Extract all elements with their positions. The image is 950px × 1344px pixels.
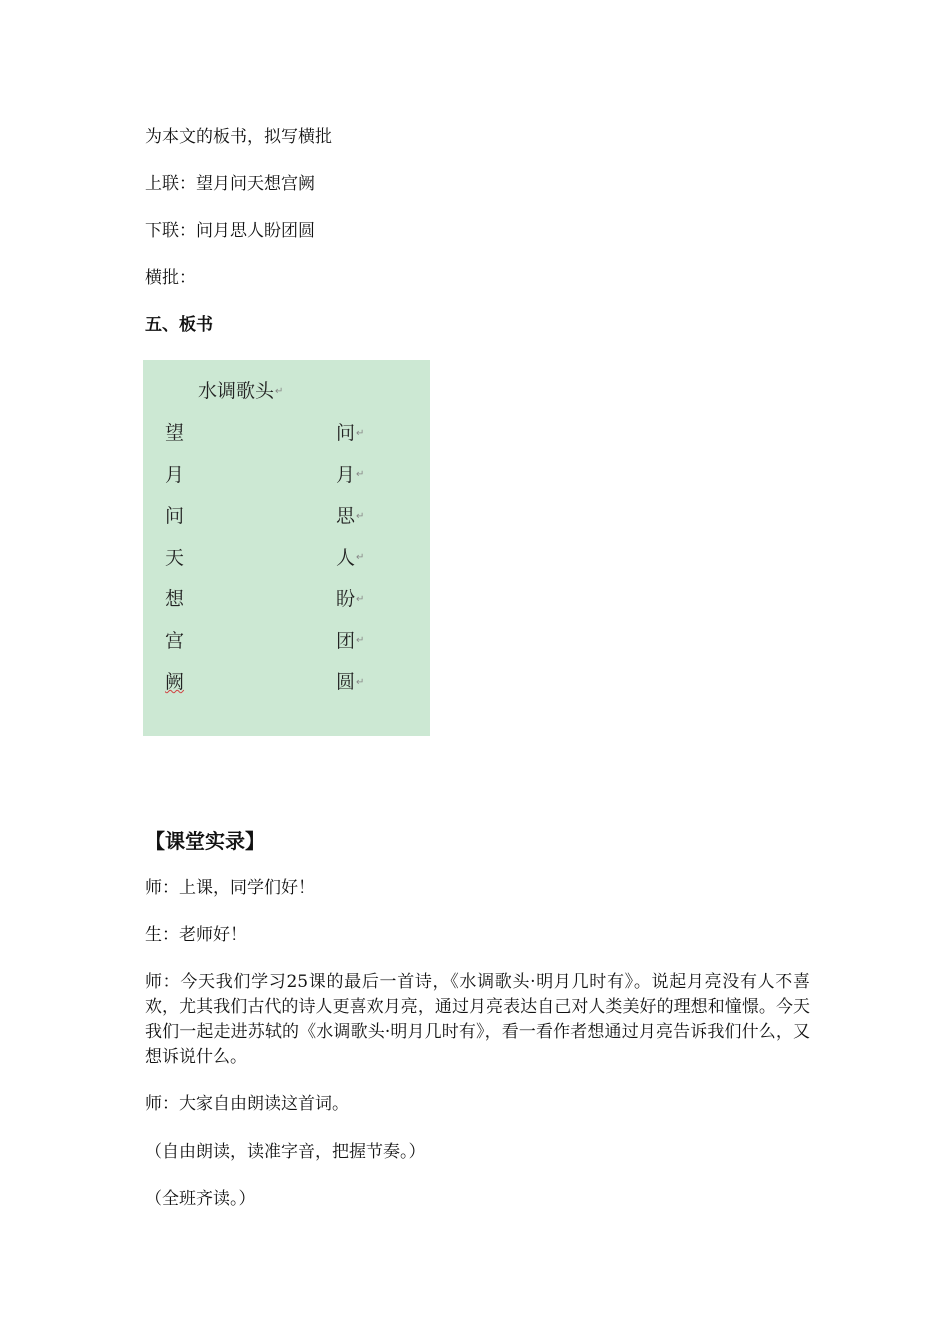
board-right-column	[336, 418, 376, 709]
board-left-char-text: 宫	[165, 629, 185, 652]
record-line-4: 师：大家自由朗读这首词。	[145, 1094, 349, 1114]
board-left-char	[165, 460, 205, 502]
board-right-char-text: 团	[336, 629, 356, 652]
board-title	[198, 378, 283, 405]
board-left-char	[165, 501, 205, 543]
board-right-char-text: 圆	[336, 671, 356, 693]
board-left-char-text: 阙	[165, 671, 185, 693]
record-line-1: 师：上课，同学们好！	[145, 878, 315, 898]
board-right-char-text: 月	[336, 463, 356, 486]
board-right-char-text: 思	[336, 505, 356, 527]
return-mark-icon: ↵	[356, 552, 365, 563]
board-title-text: 水调歌头	[198, 380, 275, 402]
section-title-classroom-record: 【课堂实录】	[145, 829, 265, 853]
record-line-6: （全班齐读。）	[145, 1189, 256, 1209]
board-right-char	[336, 543, 376, 585]
record-line-5: （自由朗读，读准字音，把握节奏。）	[145, 1142, 426, 1162]
board-left-char-text: 月	[165, 463, 185, 486]
intro-line-prompt: 为本文的板书，拟写横批	[145, 127, 332, 147]
board-left-char	[165, 626, 205, 668]
board-left-char	[165, 667, 205, 709]
board-left-char-text: 想	[165, 588, 185, 610]
return-mark-icon: ↵	[356, 469, 365, 480]
board-left-char-text: 问	[165, 505, 185, 527]
return-mark-icon: ↵	[275, 385, 284, 397]
board-right-char-text: 盼	[336, 588, 356, 610]
board-right-char	[336, 501, 376, 543]
board-left-char-text: 天	[165, 546, 185, 569]
board-right-char	[336, 418, 376, 460]
record-paragraph-3: 师：今天我们学习25课的最后一首诗，《水调歌头·明月几时有》。说起月亮没有人不喜欢，尤其我们古代的诗人更喜欢月亮，通过月亮表达自己对人类美好的理想和憧憬。今天我们一起走进苏轼的《水调歌头·明月几时有》，看一看作者想通过月亮告诉我们什么，又想诉说什么。	[145, 972, 810, 1067]
board-right-char-text: 人	[336, 546, 356, 569]
board-left-char	[165, 418, 205, 460]
board-left-char-text: 望	[165, 422, 185, 444]
board-left-char	[165, 543, 205, 585]
return-mark-icon: ↵	[356, 676, 365, 688]
return-mark-icon: ↵	[356, 427, 365, 439]
board-right-char	[336, 460, 376, 502]
section-title-board: 五、板书	[145, 315, 213, 335]
record-line-2: 生：老师好！	[145, 925, 247, 945]
intro-line-horizontal-scroll: 横批：	[145, 268, 196, 288]
intro-line-lower-couplet: 下联：问月思人盼团圆	[145, 221, 315, 241]
board-left-char	[165, 584, 205, 626]
board-right-char	[336, 584, 376, 626]
return-mark-icon: ↵	[356, 635, 365, 646]
board-right-char	[336, 667, 376, 709]
board-right-char-text: 问	[336, 422, 356, 444]
intro-line-upper-couplet: 上联：望月问天想宫阙	[145, 174, 315, 194]
return-mark-icon: ↵	[356, 593, 365, 605]
board-image	[143, 360, 430, 736]
board-left-column	[165, 418, 205, 709]
return-mark-icon: ↵	[356, 510, 365, 522]
board-right-char	[336, 626, 376, 668]
